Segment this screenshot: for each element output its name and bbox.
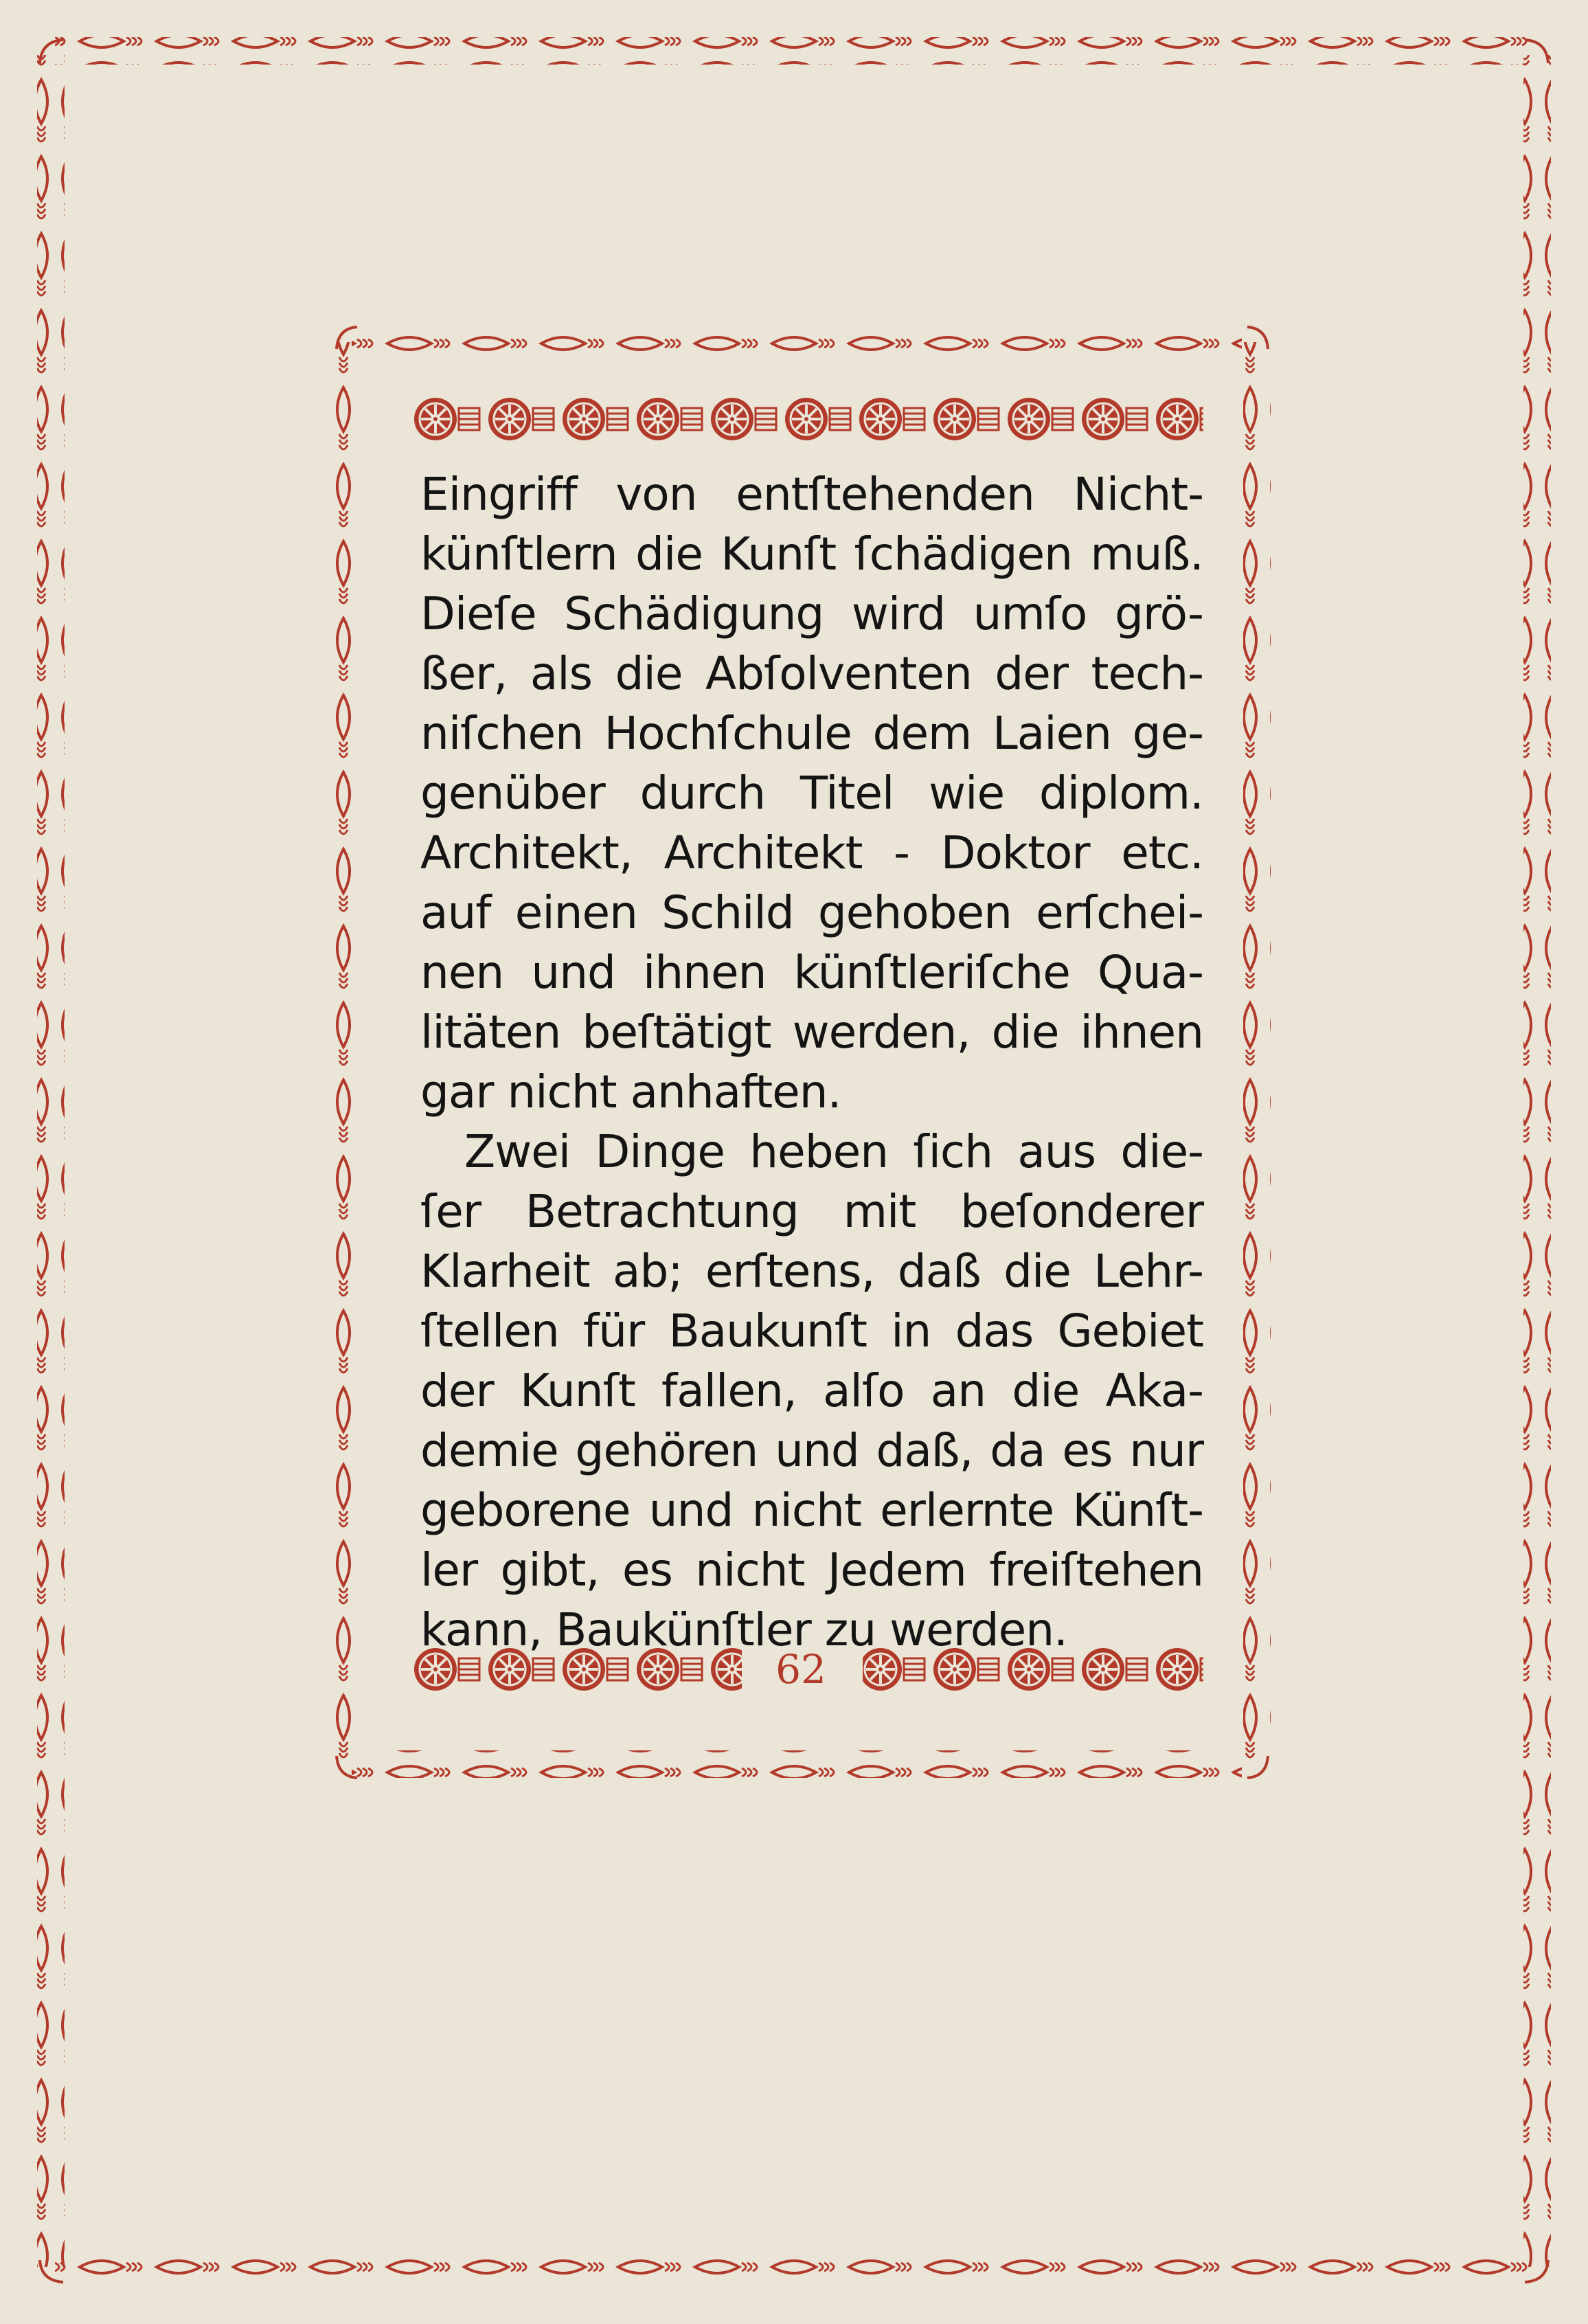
text-line: künſtlern die Kunſt ſchädigen muß. <box>420 528 1203 580</box>
text-line: geborene und nicht erlernte Künſt- <box>420 1484 1203 1537</box>
text-line: niſchen Hochſchule dem Laien ge- <box>420 707 1203 760</box>
text-line: ßer, als die Abſolventen der tech- <box>420 647 1203 700</box>
body-text <box>420 464 1203 1660</box>
text-line: ler gibt, es nicht Jedem freiſtehen <box>420 1544 1203 1597</box>
text-line: Zwei Dinge heben ſich aus die- <box>464 1125 1203 1178</box>
page-number: 62 <box>775 1646 826 1693</box>
paragraph-2 <box>420 1122 1203 1660</box>
text-line: litäten beſtätigt werden, die ihnen <box>420 1006 1203 1059</box>
header-ornament-band <box>409 393 1203 445</box>
text-line: kann, Baukünſtler zu werden. <box>420 1603 1068 1656</box>
text-line: genüber durch Titel wie diplom. <box>420 767 1203 820</box>
text-line: Dieſe Schädigung wird umſo grö- <box>420 587 1203 640</box>
text-line: Klarheit ab; erſtens, daß die Lehr- <box>420 1245 1203 1298</box>
text-line: ſer Betrachtung mit beſonderer <box>420 1185 1203 1238</box>
text-line: der Kunſt fallen, alſo an die Aka- <box>420 1364 1203 1417</box>
text-line: ſtellen für Baukunſt in das Gebiet <box>420 1305 1203 1357</box>
text-line: Eingriff von entſtehenden Nicht- <box>420 468 1203 521</box>
paragraph-1 <box>420 464 1203 1122</box>
text-line: Architekt, Architekt - Doktor etc. <box>420 826 1203 879</box>
text-line: gar nicht anhaften. <box>420 1065 841 1118</box>
text-line: nen und ihnen künſtleriſche Qua- <box>420 946 1203 999</box>
text-line: auf einen Schild gehoben erſchei- <box>420 886 1203 939</box>
text-line: demie gehören und daß, da es nur <box>420 1424 1203 1477</box>
